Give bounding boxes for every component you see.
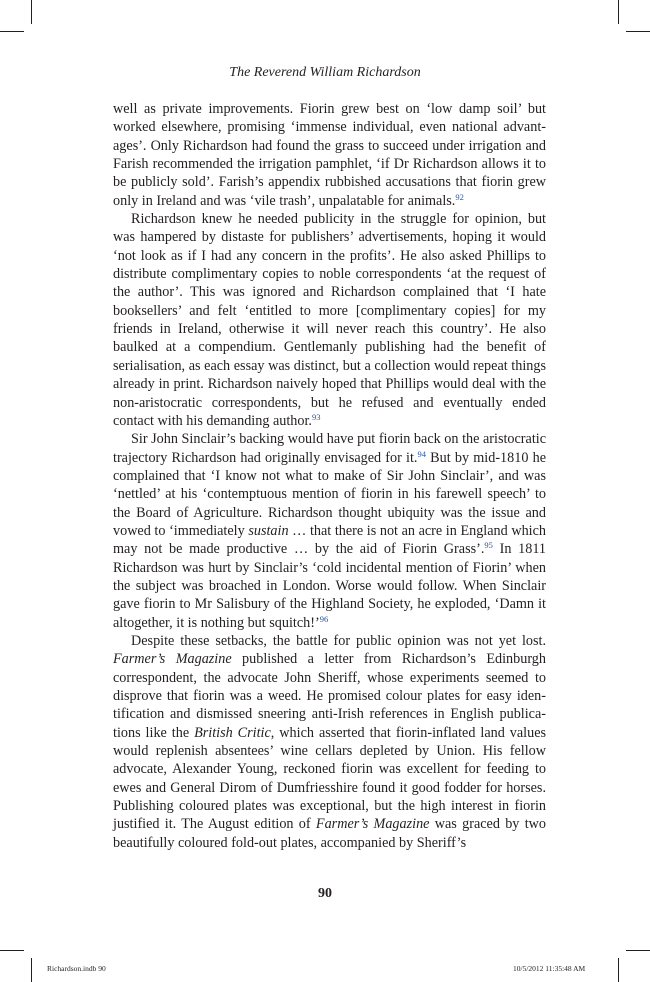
- italic-title: British Critic: [194, 724, 271, 741]
- crop-mark-bottom-left-vertical: [31, 958, 32, 982]
- crop-mark-bottom-right-horizontal: [626, 950, 650, 951]
- paragraph: [113, 210, 546, 430]
- paragraph: [113, 430, 546, 632]
- text-run: was graced by two beautifully coloured fold-out plates, accompanied by Sheriff’s: [113, 816, 546, 851]
- text-run: But by mid-1810 he complained that ‘I know not what to make of Sir John Sinclair’, and was ‘nettled’ at his ‘contemptuous mention of fiorin in his farewell speech’ to the Board of Agriculture. Richardson thought ubiquity was the issue and vowed to ‘immediately: [113, 449, 547, 539]
- crop-mark-top-left-vertical: [31, 0, 32, 24]
- text-run: In 1811 Richardson was hurt by Sinclair’s ‘cold incidental mention of Fiorin’ when the subject was broached in London. Worse would follow. When Sinclair gave fiorin to Mr Salisbury of the Highland Society, he exploded, ‘Damn it altogether, it is nothing but squitch!’: [113, 541, 546, 631]
- italic-title: Farmer’s Magazine: [113, 651, 232, 668]
- italic-title: Farmer’s Magazine: [315, 816, 430, 833]
- slug-timestamp: 10/5/2012 11:35:48 AM: [513, 964, 586, 973]
- crop-mark-bottom-right-vertical: [618, 958, 619, 982]
- italic-title: sustain: [248, 522, 289, 539]
- text-run: … that there is not an acre in England which may not be made productive … by the aid of Fiorin Grass’.: [113, 522, 546, 558]
- slug-file-name: Richardson.indb 90: [47, 964, 106, 973]
- footnote-ref[interactable]: 95: [484, 540, 493, 551]
- text-run: , which asserted that fiorin-inflated land values would replenish absentees’ wine cellars depleted by Union. His fellow advocate, Alexander Young, reckoned fiorin was excellent for feeding to ewes and General Dirom of Dumfriesshire found it good fodder for horses. Publishing coloured plates was exceptional, but the high interest in fiorin justified it. The August edition of: [113, 724, 547, 833]
- footnote-ref[interactable]: 96: [319, 613, 329, 624]
- text-run: Sir John Sinclair’s backing would have put fiorin back on the aristocratic trajectory Richardson had originally envisaged for it.: [113, 431, 546, 466]
- crop-mark-top-right-vertical: [618, 0, 619, 24]
- footnote-ref[interactable]: 94: [417, 448, 426, 459]
- text-run: Despite these setbacks, the battle for public opinion was not yet lost.: [131, 632, 546, 649]
- text-run: Richardson knew he needed publicity in the struggle for opinion, but was hampered by distaste for publishers’ advertisements, hoping it would ‘not look as if I had any concern in the profits’. He also asked Phillips to distribute complimentary copies to noble correspondents ‘at the request of the author’. This was ignored and Richardson complained that ‘I hate booksellers’ and felt ‘entitled to more [complimentary copies] for my friends in Ireland, otherwise it will never reach this country’. He also baulked at a compendium. Gentlemanly publishing had the benefit of serialisation, as each essay was distinct, but a collection would repeat things already in print. Richardson naively hoped that Phillips would deal with the non-aristocratic correspondents, but he refused and eventually ended contact with his demanding author.: [113, 211, 546, 429]
- running-head: The Reverend William Richardson: [229, 65, 421, 80]
- page-number: 90: [318, 886, 332, 901]
- paragraph: [113, 632, 546, 852]
- crop-mark-top-right-horizontal: [626, 31, 650, 32]
- crop-mark-bottom-left-horizontal: [0, 950, 24, 951]
- text-run: published a letter from Richardson’s Edinburgh correspondent, the advocate John Sheriff, whose experiments seemed to disprove that fiorin was a weed. He promised colour plates for easy identification and dismissed sneering anti-Irish references in English publications like the: [113, 651, 546, 741]
- body-text: [113, 100, 546, 852]
- footnote-ref[interactable]: 92: [455, 191, 464, 202]
- paragraph: [113, 100, 546, 210]
- text-run: well as private improvements. Fiorin grew best on ‘low damp soil’ but worked elsewhere, promising ‘immense individual, even national advantages’. Only Richardson had found the grass to succeed under irrigation and Farish recommended the irrigation pamphlet, ‘if Dr Richardson allows it to be publicly sold’. Farish’s appendix rubbished accusations that fiorin grew only in Ireland and was ‘vile trash’, unpalatable for animals.: [113, 101, 546, 209]
- footnote-ref[interactable]: 93: [311, 411, 321, 422]
- crop-mark-top-left-horizontal: [0, 31, 24, 32]
